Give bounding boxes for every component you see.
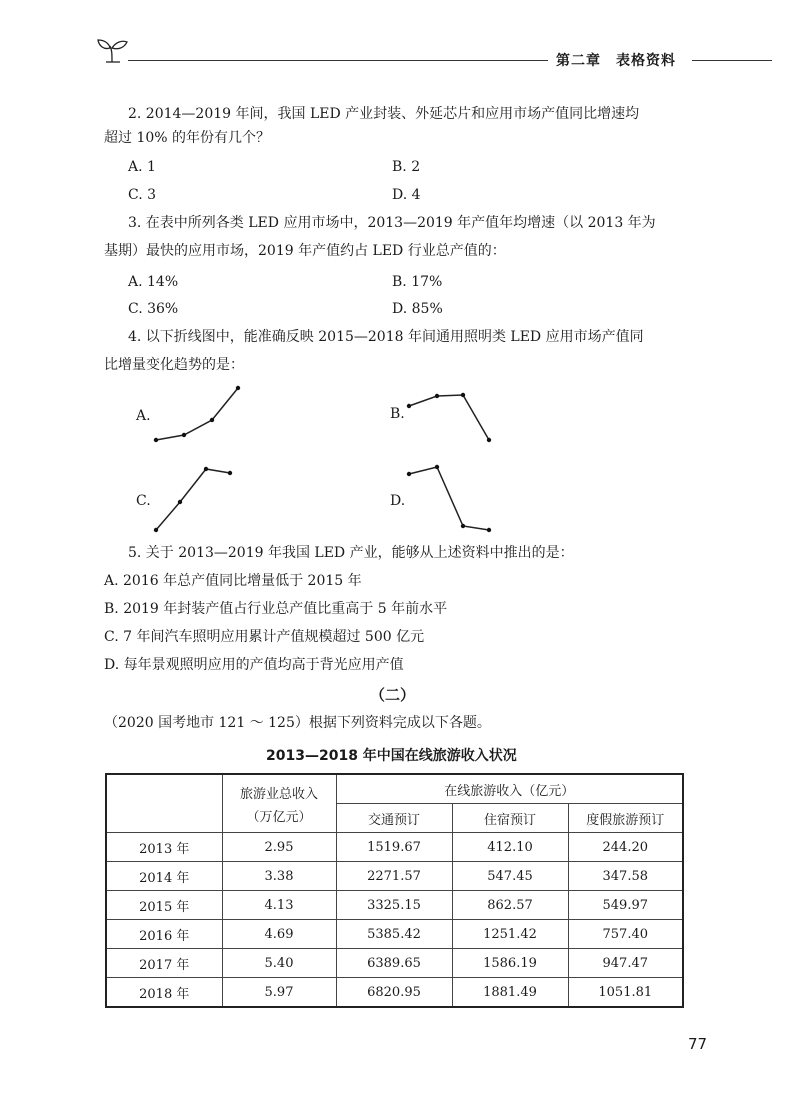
q3-option-c: C. 36% <box>128 301 179 317</box>
header-lodging: 住宿预订 <box>452 804 568 833</box>
table-cell-vacation: 347.58 <box>568 862 683 891</box>
leaf-ornament-icon <box>96 36 130 66</box>
table-cell-lodging: 862.57 <box>452 891 568 920</box>
online-tourism-table <box>105 773 684 1008</box>
q2-option-a: A. 1 <box>128 159 156 175</box>
table-header-row-1 <box>106 774 683 804</box>
table-row <box>106 833 683 862</box>
q4-option-a-line-chart <box>150 384 245 444</box>
table-cell-lodging: 547.45 <box>452 862 568 891</box>
table-cell-vacation: 757.40 <box>568 920 683 949</box>
table-cell-year: 2018 年 <box>106 978 222 1008</box>
q4-text-line1: 4. 以下折线图中，能准确反映 2015—2018 年间通用照明类 LED 应用市场产值同 <box>128 329 644 345</box>
header-online-revenue: 在线旅游收入（亿元） <box>336 774 683 804</box>
table-cell-total: 4.13 <box>222 891 336 920</box>
q3-option-d: D. 85% <box>392 301 443 317</box>
table-cell-lodging: 1251.42 <box>452 920 568 949</box>
q5-option-c: C. 7 年间汽车照明应用累计产值规模超过 500 亿元 <box>104 629 425 645</box>
table-cell-year: 2015 年 <box>106 891 222 920</box>
table-cell-year: 2016 年 <box>106 920 222 949</box>
table-cell-lodging: 1881.49 <box>452 978 568 1008</box>
header-transport: 交通预订 <box>336 804 452 833</box>
q5-option-a: A. 2016 年总产值同比增量低于 2015 年 <box>104 573 362 589</box>
header-total-label: 旅游业总收入 <box>239 786 318 802</box>
q4-option-d-label: D. <box>390 493 406 509</box>
q5-option-d: D. 每年景观照明应用的产值均高于背光应用产值 <box>104 657 404 673</box>
table-row <box>106 920 683 949</box>
table-cell-transport: 2271.57 <box>336 862 452 891</box>
table-cell-transport: 6820.95 <box>336 978 452 1008</box>
table-cell-total: 5.97 <box>222 978 336 1008</box>
q4-option-a-label: A. <box>136 408 151 424</box>
table-cell-total: 4.69 <box>222 920 336 949</box>
table-cell-year: 2014 年 <box>106 862 222 891</box>
table-cell-lodging: 1586.19 <box>452 949 568 978</box>
table-cell-vacation: 947.47 <box>568 949 683 978</box>
q4-text-line2: 比增量变化趋势的是： <box>104 357 244 373</box>
table-cell-total: 3.38 <box>222 862 336 891</box>
header-empty-cell <box>106 774 222 833</box>
q2-text-line2: 超过 10% 的年份有几个？ <box>104 130 271 146</box>
table-cell-vacation: 244.20 <box>568 833 683 862</box>
header-total-unit: （万亿元） <box>246 809 312 825</box>
table-cell-transport: 6389.65 <box>336 949 452 978</box>
table-cell-transport: 3325.15 <box>336 891 452 920</box>
q2-option-d: D. 4 <box>392 187 421 203</box>
q4-option-c-label: C. <box>136 493 151 509</box>
q4-option-b-label: B. <box>390 406 405 422</box>
section-title: （二） <box>370 686 416 704</box>
header-vacation: 度假旅游预订 <box>568 804 683 833</box>
q4-option-b-line-chart <box>405 388 497 444</box>
q2-text-line1: 2. 2014—2019 年间，我国 LED 产业封装、外延芯片和应用市场产值同比增速均 <box>128 106 640 122</box>
header-rule-right <box>692 60 772 61</box>
q3-option-b: B. 17% <box>392 274 443 290</box>
table-cell-transport: 5385.42 <box>336 920 452 949</box>
page-number: 77 <box>688 1035 708 1053</box>
section-intro: （2020 国考地市 121 ～ 125）根据下列资料完成以下各题。 <box>104 715 491 731</box>
q4-option-c-line-chart <box>150 464 240 536</box>
q4-option-d-line-chart <box>405 462 497 534</box>
chapter-title: 第二章 表格资料 <box>556 53 676 69</box>
table-cell-year: 2013 年 <box>106 833 222 862</box>
table-row <box>106 978 683 1008</box>
table-cell-total: 5.40 <box>222 949 336 978</box>
table-title: 2013—2018 年中国在线旅游收入状况 <box>266 748 517 764</box>
table-row <box>106 949 683 978</box>
table-cell-total: 2.95 <box>222 833 336 862</box>
q5-text-line1: 5. 关于 2013—2019 年我国 LED 产业，能够从上述资料中推出的是： <box>128 545 574 561</box>
header-rule-left <box>128 60 548 61</box>
table-row <box>106 891 683 920</box>
table-cell-vacation: 549.97 <box>568 891 683 920</box>
q2-option-c: C. 3 <box>128 187 157 203</box>
q3-text-line2: 基期）最快的应用市场，2019 年产值约占 LED 行业总产值的： <box>104 243 506 259</box>
q5-option-b: B. 2019 年封装产值占行业总产值比重高于 5 年前水平 <box>104 601 448 617</box>
table-cell-vacation: 1051.81 <box>568 978 683 1008</box>
table-cell-year: 2017 年 <box>106 949 222 978</box>
table-body <box>106 833 683 1008</box>
q3-option-a: A. 14% <box>128 274 179 290</box>
q2-option-b: B. 2 <box>392 159 421 175</box>
table-cell-transport: 1519.67 <box>336 833 452 862</box>
q3-text-line1: 3. 在表中所列各类 LED 应用市场中，2013—2019 年产值年均增速（以 2013 年为 <box>128 215 656 231</box>
header-total-revenue <box>222 774 336 833</box>
table-cell-lodging: 412.10 <box>452 833 568 862</box>
table-row <box>106 862 683 891</box>
